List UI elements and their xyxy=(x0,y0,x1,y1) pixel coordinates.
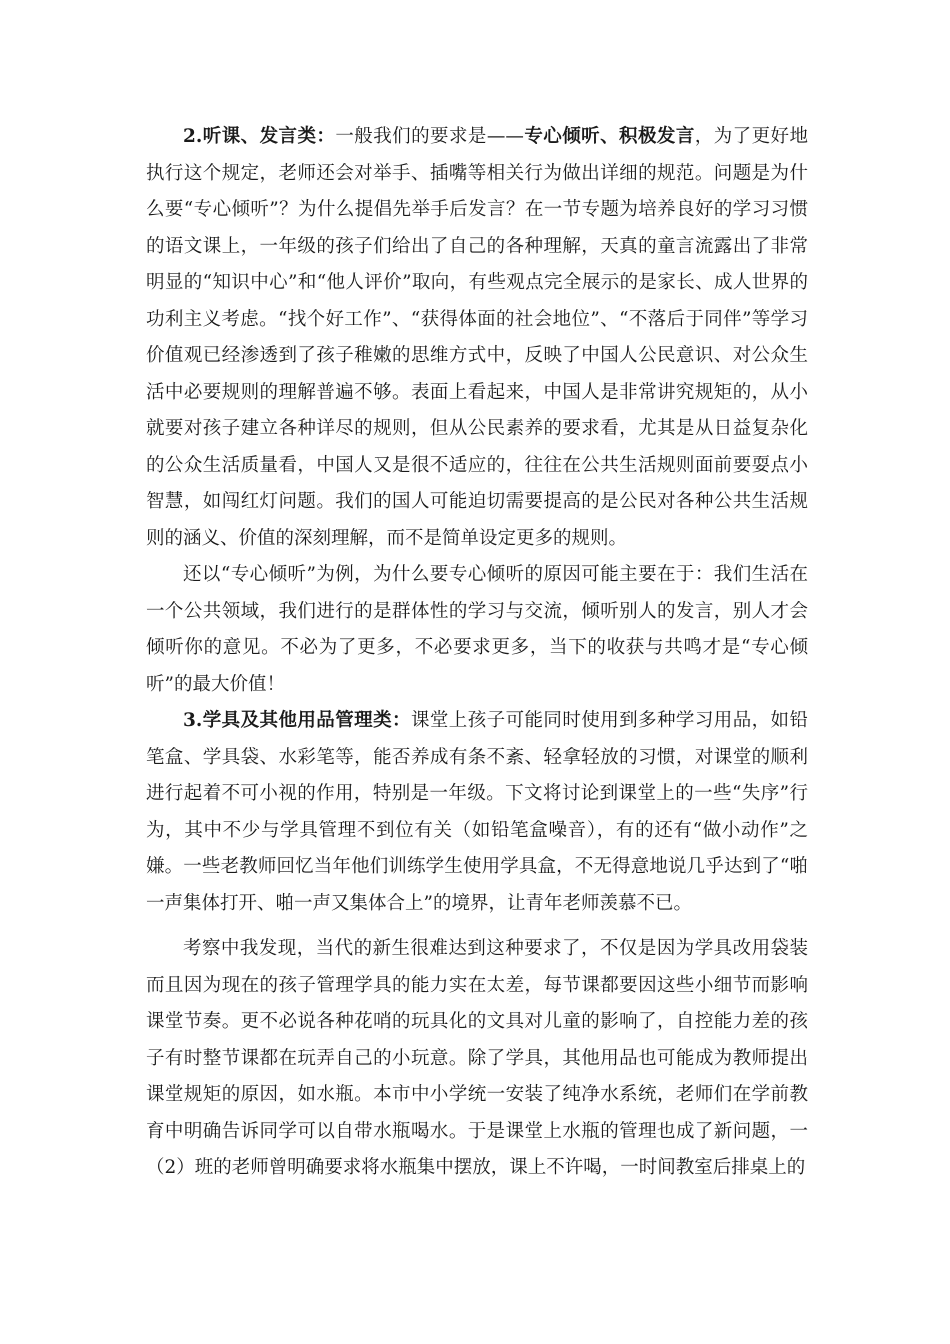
section-heading-listening: 2.听课、发言类： xyxy=(183,126,336,147)
paragraph-observation xyxy=(146,931,808,1187)
paragraph-example xyxy=(146,557,808,703)
paragraph-text: 一般我们的要求是—— xyxy=(335,126,524,147)
paragraph-text: 考察中我发现，当代的新生很难达到这种要求了，不仅是因为学具改用袋装而且因为现在的孩子管理学具的能力实在太差，每节课都要因这些小细节而影响课堂节奏。更不必说各种花哨的玩具化的文具对儿童的影响了，自控能力差的孩子有时整节课都在玩弄自己的小玩意。除了学具，其他用品也可能成为教师提出课堂规矩的原因，如水瓶。本市中小学统一安装了纯净水系统，老师们在学前教育中明确告诉同学可以自带水瓶喝水。于是课堂上水瓶的管理也成了新问题，一（2）班的老师曾明确要求将水瓶集中摆放，课上不许喝，一时间教室后排桌上的 xyxy=(146,938,808,1178)
section-heading-supplies: 3.学具及其他用品管理类： xyxy=(183,710,411,731)
paragraph-text: 课堂上孩子可能同时使用到多种学习用品，如铅笔盒、学具袋、水彩笔等，能否养成有条不紊、轻拿轻放的习惯，对课堂的顺利进行起着不可小视的作用，特别是一年级。下文将讨论到课堂上的一些“失序”行为，其中不少与学具管理不到位有关（如铅笔盒噪音），有的还有“做小动作”之嫌。一些老教师回忆当年他们训练学生使用学具盒，不无得意地说几乎达到了“啪一声集体打开、啪一声又集体合上”的境界，让青年老师羡慕不已。 xyxy=(146,710,808,914)
paragraph-text: 还以“专心倾听”为例，为什么要专心倾听的原因可能主要在于：我们生活在一个公共领域，我们进行的是群体性的学习与交流，倾听别人的发言，别人才会倾听你的意见。不必为了更多，不必要求更多，当下的收获与共鸣才是“专心倾听”的最大价值！ xyxy=(146,564,808,695)
emphasis-text: 专心倾听、积极发言 xyxy=(523,126,695,147)
document-body xyxy=(146,119,808,1187)
paragraph-listening xyxy=(146,119,808,557)
paragraph-text: ，为了更好地执行这个规定，老师还会对举手、插嘴等相关行为做出详细的规范。问题是为什么要“专心倾听”？为什么提倡先举手后发言？在一节专题为培养良好的学习习惯的语文课上，一年级的孩子们给出了自己的各种理解，天真的童言流露出了非常明显的“知识中心”和“他人评价”取向，有些观点完全展示的是家长、成人世界的功利主义考虑。“找个好工作”、“获得体面的社会地位”、“不落后于同伴”等学习价值观已经渗透到了孩子稚嫩的思维方式中，反映了中国人公民意识、对公众生活中必要规则的理解普遍不够。表面上看起来，中国人是非常讲究规矩的，从小就要对孩子建立各种详尽的规则，但从公民素养的要求看，尤其是从日益复杂化的公众生活质量看，中国人又是很不适应的，往往在公共生活规则面前要耍点小智慧，如闯红灯问题。我们的国人可能迫切需要提高的是公民对各种公共生活规则的涵义、价值的深刻理解，而不是简单设定更多的规则。 xyxy=(146,126,808,549)
paragraph-supplies xyxy=(146,703,808,922)
